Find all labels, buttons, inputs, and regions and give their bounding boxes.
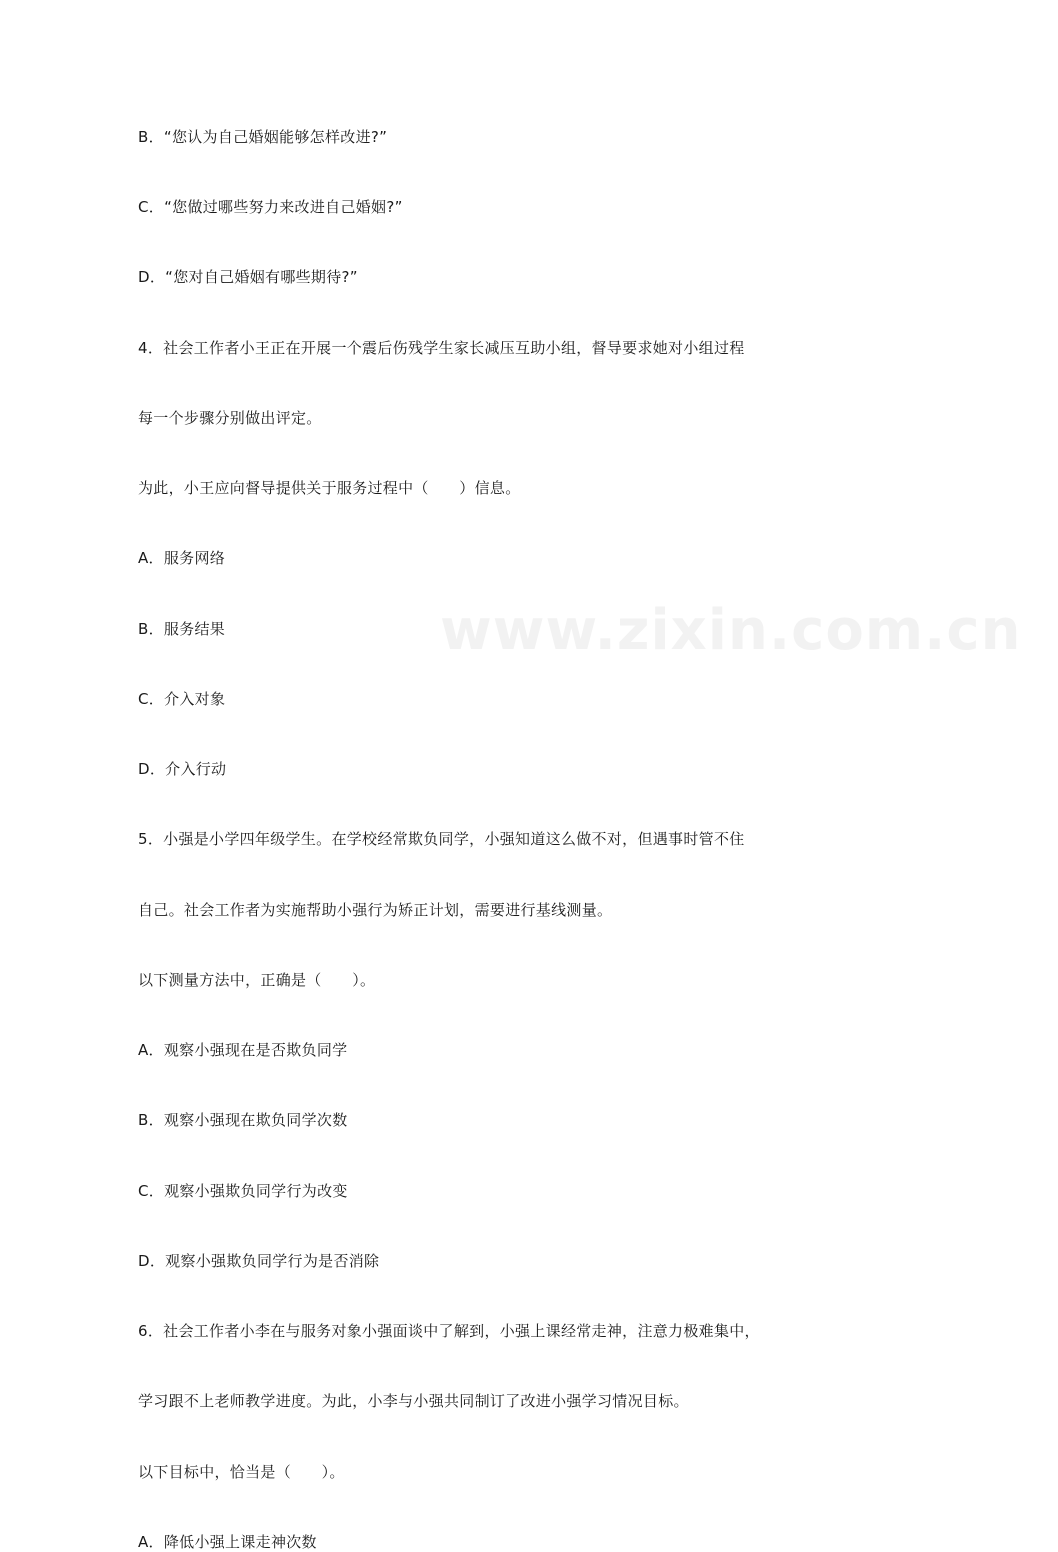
option-3d: D．“您对自己婚姻有哪些期待?” [138,268,358,286]
option-5a: A．观察小强现在是否欺负同学 [138,1041,348,1059]
question-4-line-1: 4．社会工作者小王正在开展一个震后伤残学生家长减压互助小组，督导要求她对小组过程 [138,339,745,357]
option-5c: C．观察小强欺负同学行为改变 [138,1182,348,1200]
option-3b: B．“您认为自己婚姻能够怎样改进?” [138,128,388,146]
option-6a: A．降低小强上课走神次数 [138,1533,317,1551]
option-4c: C．介入对象 [138,690,226,708]
question-5-prompt: 以下测量方法中，正确是（ ）。 [138,971,376,989]
question-4-prompt: 为此，小王应向督导提供关于服务过程中（ ）信息。 [138,479,521,497]
question-6-line-1: 6．社会工作者小李在与服务对象小强面谈中了解到，小强上课经常走神，注意力极难集中， [138,1322,760,1340]
option-3c: C．“您做过哪些努力来改进自己婚姻?” [138,198,403,216]
question-6-line-2: 学习跟不上老师教学进度。为此，小李与小强共同制订了改进小强学习情况目标。 [138,1392,689,1410]
watermark: www.zixin.com.cn [440,598,1022,663]
option-5d: D．观察小强欺负同学行为是否消除 [138,1252,380,1270]
option-5b: B．观察小强现在欺负同学次数 [138,1111,348,1129]
question-4-line-2: 每一个步骤分别做出评定。 [138,409,322,427]
option-4a: A．服务网络 [138,549,226,567]
option-4b: B．服务结果 [138,620,226,638]
option-4d: D．介入行动 [138,760,227,778]
question-5-line-1: 5．小强是小学四年级学生。在学校经常欺负同学，小强知道这么做不对，但遇事时管不住 [138,830,745,848]
question-5-line-2: 自己。社会工作者为实施帮助小强行为矫正计划，需要进行基线测量。 [138,901,613,919]
question-6-prompt: 以下目标中，恰当是（ ）。 [138,1463,345,1481]
